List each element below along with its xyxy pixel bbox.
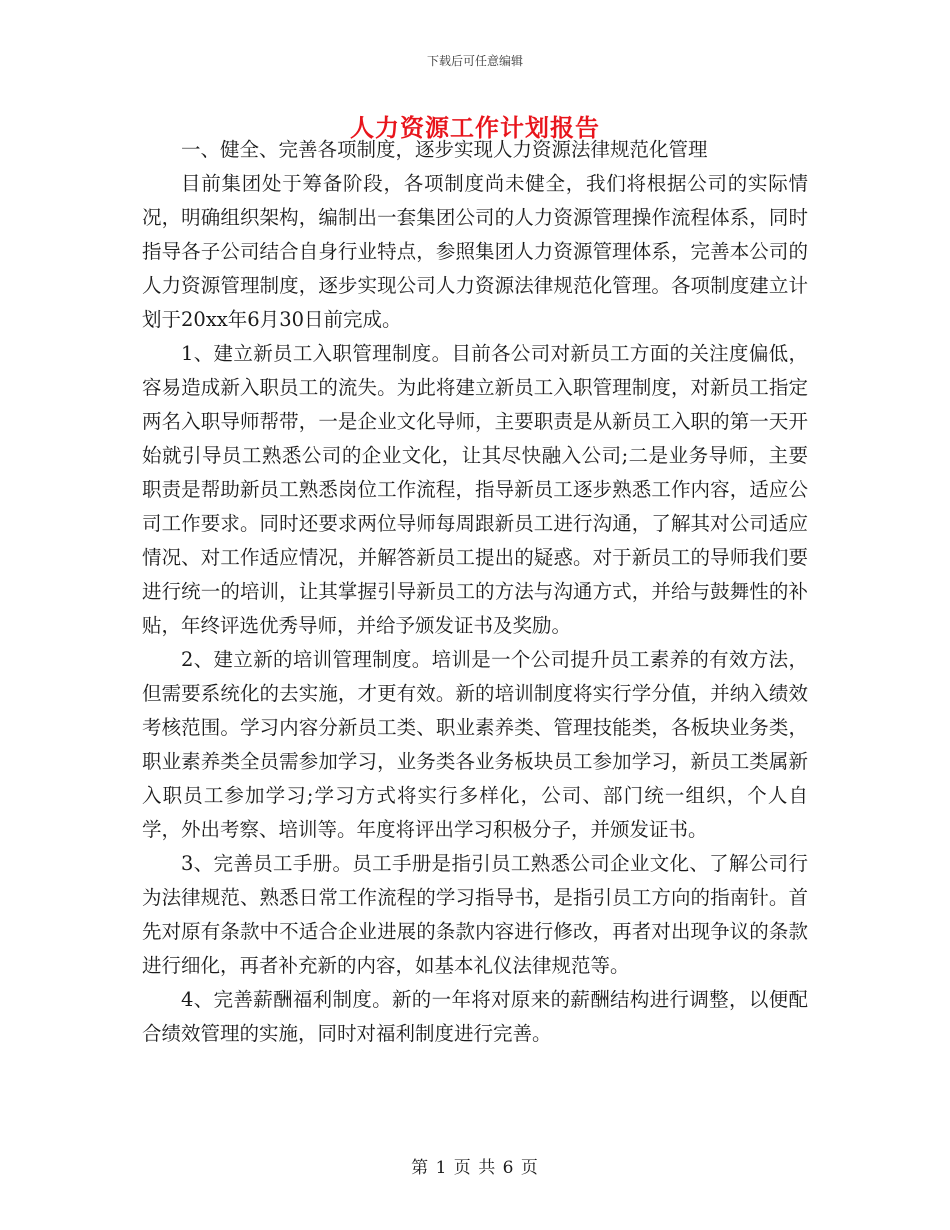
item-paragraph-handbook: 3、完善员工手册。员工手册是指引员工熟悉公司企业文化、了解公司行为法律规范、熟悉日常工作流程的学习指导书，是指引员工方向的指南针。首先对原有条款中不适合企业进展的条款内容进行修改，再者对出现争议的条款进行细化，再者补充新的内容，如基本礼仪法律规范等。 [142, 852, 808, 977]
item-paragraph-onboarding: 1、建立新员工入职管理制度。目前各公司对新员工方面的关注度偏低，容易造成新入职员工的流失。为此将建立新员工入职管理制度，对新员工指定两名入职导师帮带，一是企业文化导师，主要职责是从新员工入职的第一天开始就引导员工熟悉公司的企业文化，让其尽快融入公司;二是业务导师，主要职责是帮助新员工熟悉岗位工作流程，指导新员工逐步熟悉工作内容，适应公司工作要求。同时还要求两位导师每周跟新员工进行沟通，了解其对公司适应情况、对工作适应情况，并解答新员工提出的疑惑。对于新员工的导师我们要进行统一的培训，让其掌握引导新员工的方法与沟通方式，并给与鼓舞性的补贴，年终评选优秀导师，并给予颁发证书及奖励。 [142, 342, 808, 637]
document-title: 人力资源工作计划报告 [350, 113, 600, 142]
intro-paragraph: 目前集团处于筹备阶段，各项制度尚未健全，我们将根据公司的实际情况，明确组织架构，编制出一套集团公司的人力资源管理操作流程体系，同时指导各子公司结合自身行业特点，参照集团人力资源管理体系，完善本公司的人力资源管理制度，逐步实现公司人力资源法律规范化管理。各项制度建立计划于20xx年6月30日前完成。 [142, 172, 808, 331]
section-heading: 一、健全、完善各项制度，逐步实现人力资源法律规范化管理 [181, 138, 708, 161]
header-note: 下载后可任意编辑 [426, 54, 523, 68]
document-body [142, 133, 808, 1051]
item-paragraph-training: 2、建立新的培训管理制度。培训是一个公司提升员工素养的有效方法，但需要系统化的去实施，才更有效。新的培训制度将实行学分值，并纳入绩效考核范围。学习内容分新员工类、职业素养类、管理技能类，各板块业务类，职业素养类全员需参加学习，业务类各业务板块员工参加学习，新员工类属新入职员工参加学习;学习方式将实行多样化，公司、部门统一组织，个人自学，外出考察、培训等。年度将评出学习积极分子，并颁发证书。 [142, 648, 808, 841]
page-number-footer: 第 1 页 共 6 页 [411, 1158, 539, 1178]
item-paragraph-compensation: 4、完善薪酬福利制度。新的一年将对原来的薪酬结构进行调整，以便配合绩效管理的实施，同时对福利制度进行完善。 [142, 988, 808, 1045]
